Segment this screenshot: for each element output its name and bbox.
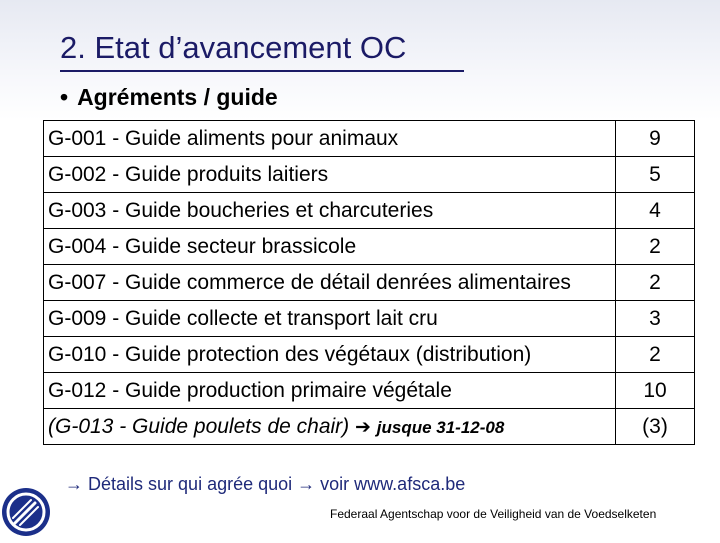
table-row [44, 265, 695, 301]
bullet-symbol: • [60, 84, 69, 110]
guide-name-cell: G-001 - Guide aliments pour animaux [44, 121, 616, 157]
guides-table-body [44, 121, 695, 445]
guide-name-cell: G-002 - Guide produits laitiers [44, 157, 616, 193]
guide-count-cell: 10 [616, 373, 695, 409]
guide-name-cell: G-009 - Guide collecte et transport lait cru [44, 301, 616, 337]
guide-name-text: (G-013 - Guide poulets de chair) [48, 415, 350, 438]
table-row [44, 409, 695, 445]
guide-count-cell: 3 [616, 301, 695, 337]
details-arrow2-icon: → [297, 474, 316, 494]
table-row [44, 337, 695, 373]
guide-name-cell: G-004 - Guide secteur brassicole [44, 229, 616, 265]
details-line [65, 474, 465, 495]
table-row [44, 157, 695, 193]
title-underline [60, 70, 464, 72]
table-row [44, 229, 695, 265]
table-row [44, 121, 695, 157]
guide-count-cell: 5 [616, 157, 695, 193]
details-link[interactable]: voir www.afsca.be [320, 474, 466, 494]
afsca-logo-icon [0, 482, 56, 538]
guide-name-cell: G-003 - Guide boucheries et charcuteries [44, 193, 616, 229]
guide-name-cell [44, 409, 616, 445]
table-row [44, 193, 695, 229]
guide-count-cell: 9 [616, 121, 695, 157]
right-arrow-icon: ➔ [355, 417, 371, 438]
guide-name-cell: G-012 - Guide production primaire végétale [44, 373, 616, 409]
details-text: Détails sur qui agrée quoi [88, 474, 293, 494]
details-arrow-icon: → [65, 474, 83, 494]
guide-note: jusque 31-12-08 [376, 418, 505, 437]
guides-table [43, 120, 695, 445]
page-title: 2. Etat d’avancement OC [60, 30, 407, 65]
bullet-heading [60, 84, 278, 111]
guide-count-cell: 4 [616, 193, 695, 229]
bullet-text: Agréments / guide [77, 84, 278, 110]
guide-count-cell: 2 [616, 337, 695, 373]
guide-name-cell: G-007 - Guide commerce de détail denrées alimentaires [44, 265, 616, 301]
guide-count-cell: 2 [616, 229, 695, 265]
table-row [44, 301, 695, 337]
guide-name-cell: G-010 - Guide protection des végétaux (distribution) [44, 337, 616, 373]
footer-agency-name: Federaal Agentschap voor de Veiligheid van de Voedselketen [330, 507, 657, 521]
guide-count-cell: 2 [616, 265, 695, 301]
guide-count-cell: (3) [616, 409, 695, 445]
table-row [44, 373, 695, 409]
